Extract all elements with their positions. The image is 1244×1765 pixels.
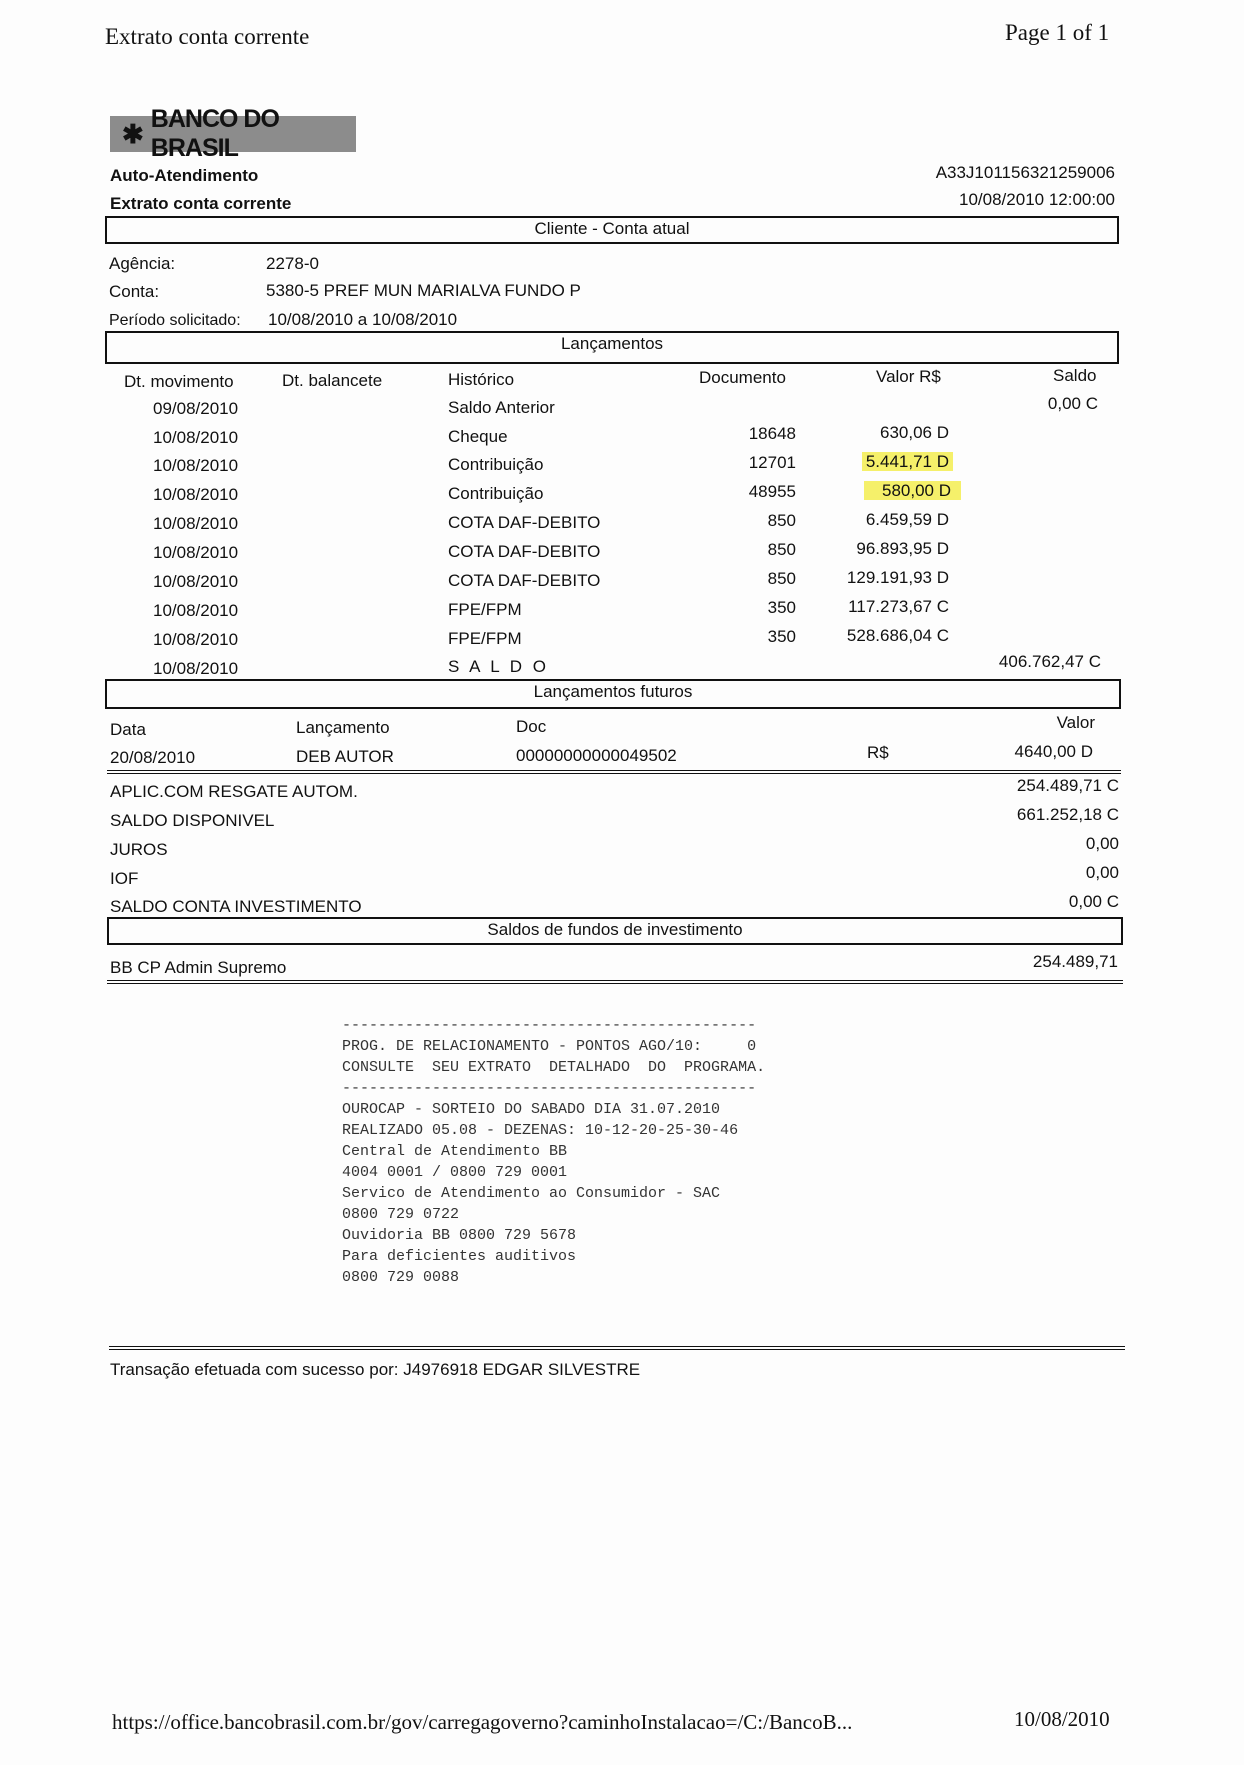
- fut-col-lancamento: Lançamento: [296, 718, 390, 737]
- summary-label: SALDO DISPONIVEL: [110, 811, 275, 830]
- notes-line: Ouvidoria BB 0800 729 5678: [342, 1227, 577, 1244]
- row-historico: Contribuição: [448, 484, 544, 503]
- row-dt: 10/08/2010: [153, 659, 239, 678]
- row-valor: 630,06 D: [880, 423, 949, 442]
- issue-datetime: 10/08/2010 12:00:00: [959, 190, 1115, 209]
- notes-line: Central de Atendimento BB: [342, 1143, 568, 1160]
- row-documento: 850: [767, 511, 796, 530]
- conta-value: 5380-5 PREF MUN MARIALVA FUNDO P: [266, 281, 581, 300]
- col-saldo: Saldo: [1053, 366, 1097, 385]
- client-section-header: [105, 216, 1119, 244]
- row-dt: 10/08/2010: [153, 572, 239, 591]
- bank-logo-text: BANCO DO BRASIL: [150, 105, 279, 162]
- row-saldo: 406.762,47 C: [998, 652, 1101, 671]
- futuros-header: [105, 679, 1121, 709]
- row-valor: 6.459,59 D: [865, 510, 949, 529]
- col-dt-balancete: Dt. balancete: [282, 371, 383, 390]
- row-documento: 350: [767, 598, 796, 617]
- summary-label: APLIC.COM RESGATE AUTOM.: [110, 782, 358, 801]
- conta-label: Conta:: [109, 282, 160, 301]
- row-valor: 96.893,95 D: [856, 539, 949, 558]
- summary-value: 661.252,18 C: [1016, 805, 1119, 824]
- client-section-title: Cliente - Conta atual: [534, 219, 690, 238]
- notes-dash-line: ----------------------------------------------: [342, 1017, 757, 1034]
- row-valor: 528.686,04 C: [846, 626, 949, 645]
- agencia-label: Agência:: [109, 254, 176, 273]
- row-dt: 10/08/2010: [153, 601, 239, 620]
- doc-title: Extrato conta corrente: [110, 194, 292, 213]
- summary-label: IOF: [110, 869, 139, 888]
- agencia-value: 2278-0: [266, 254, 319, 273]
- row-historico: FPE/FPM: [448, 600, 522, 619]
- page-number: Page 1 of 1: [1005, 20, 1110, 45]
- row-dt: 10/08/2010: [153, 428, 239, 447]
- print-title: Extrato conta corrente: [105, 24, 310, 49]
- fut-data: 20/08/2010: [110, 748, 196, 767]
- fut-col-data: Data: [110, 720, 146, 739]
- row-dt: 10/08/2010: [153, 485, 239, 504]
- fundo-name: BB CP Admin Supremo: [110, 958, 287, 977]
- periodo-value: 10/08/2010 a 10/08/2010: [268, 310, 458, 329]
- lancamentos-title: Lançamentos: [560, 334, 664, 353]
- row-dt: 10/08/2010: [153, 456, 239, 475]
- notes-line: 0800 729 0088: [342, 1269, 460, 1286]
- channel-label: Auto-Atendimento: [110, 166, 259, 185]
- col-documento: Documento: [699, 368, 786, 387]
- col-dt-movimento: Dt. movimento: [124, 372, 234, 391]
- row-valor: 129.191,93 D: [846, 568, 949, 587]
- periodo-label: Período solicitado:: [109, 312, 241, 329]
- row-valor-highlighted: [862, 452, 953, 472]
- row-historico: COTA DAF-DEBITO: [448, 542, 601, 561]
- row-historico: Contribuição: [448, 455, 544, 474]
- summary-value: 254.489,71 C: [1016, 776, 1119, 795]
- row-dt: 10/08/2010: [153, 630, 239, 649]
- notes-line: REALIZADO 05.08 - DEZENAS: 10-12-20-25-30-46: [342, 1122, 739, 1139]
- bank-logo: [110, 105, 356, 162]
- fut-lancamento: DEB AUTOR: [296, 747, 394, 766]
- notes-line: 4004 0001 / 0800 729 0001: [342, 1164, 568, 1181]
- lancamentos-header: [105, 331, 1119, 364]
- row-historico: COTA DAF-DEBITO: [448, 513, 601, 532]
- row-valor-text: 5.441,71 D: [862, 452, 953, 471]
- bb-logo-icon: ✱: [122, 118, 143, 149]
- notes-line: Servico de Atendimento ao Consumidor - SAC: [342, 1185, 721, 1202]
- notes-line: OUROCAP - SORTEIO DO SABADO DIA 31.07.2010: [342, 1101, 721, 1118]
- fut-doc: 00000000000049502: [516, 746, 677, 765]
- row-documento: 850: [767, 540, 796, 559]
- row-valor-text: 580,00 D: [864, 481, 961, 500]
- summary-label: SALDO CONTA INVESTIMENTO: [110, 897, 362, 916]
- row-documento: 18648: [748, 424, 796, 443]
- fut-valor: 4640,00 D: [1014, 742, 1093, 761]
- fundos-title: Saldos de fundos de investimento: [487, 920, 743, 939]
- col-valor: Valor R$: [876, 367, 941, 386]
- futuros-divider: [107, 770, 1121, 774]
- futuros-title: Lançamentos futuros: [533, 682, 693, 701]
- notes-dash-line: ----------------------------------------------: [342, 1080, 757, 1097]
- page-url: https://office.bancobrasil.com.br/gov/carregagoverno?caminhoInstalacao=/C:/BancoB...: [112, 1710, 853, 1734]
- summary-value: 0,00: [1085, 863, 1119, 882]
- row-documento: 350: [767, 627, 796, 646]
- row-valor: 117.273,67 C: [848, 597, 949, 616]
- summary-label: JUROS: [110, 840, 168, 859]
- notes-line: 0800 729 0722: [342, 1206, 460, 1223]
- row-historico: S A L D O: [448, 657, 550, 676]
- fundos-header: [107, 917, 1123, 945]
- row-saldo: 0,00 C: [1047, 394, 1098, 413]
- footer-divider: [109, 1346, 1125, 1350]
- notes-block: [342, 1015, 765, 1288]
- fut-currency: R$: [867, 743, 889, 762]
- row-documento: 48955: [748, 482, 796, 501]
- notes-line: Para deficientes auditivos: [342, 1248, 577, 1265]
- summary-value: 0,00: [1085, 834, 1119, 853]
- notes-line: CONSULTE SEU EXTRATO DETALHADO DO PROGRAMA.: [342, 1059, 766, 1076]
- row-historico: Cheque: [448, 427, 508, 446]
- transacao-text: Transação efetuada com sucesso por: J4976918 EDGAR SILVESTRE: [110, 1360, 641, 1379]
- fundo-value: 254.489,71: [1032, 952, 1118, 971]
- row-dt: 09/08/2010: [153, 399, 239, 418]
- fut-col-valor: Valor: [1056, 713, 1095, 732]
- row-dt: 10/08/2010: [153, 514, 239, 533]
- row-dt: 10/08/2010: [153, 543, 239, 562]
- row-historico: FPE/FPM: [448, 629, 522, 648]
- row-historico: COTA DAF-DEBITO: [448, 571, 601, 590]
- fut-col-doc: Doc: [516, 717, 547, 736]
- row-documento: 850: [767, 569, 796, 588]
- ref-code: A33J101156321259006: [935, 163, 1115, 182]
- row-historico: Saldo Anterior: [448, 398, 555, 417]
- row-documento: 12701: [748, 453, 796, 472]
- notes-line: PROG. DE RELACIONAMENTO - PONTOS AGO/10: 0: [342, 1038, 757, 1055]
- col-historico: Histórico: [448, 370, 515, 389]
- summary-value: 0,00 C: [1068, 892, 1119, 911]
- fundos-divider: [107, 980, 1123, 984]
- print-date: 10/08/2010: [1014, 1707, 1110, 1731]
- row-valor-highlighted: [864, 481, 961, 501]
